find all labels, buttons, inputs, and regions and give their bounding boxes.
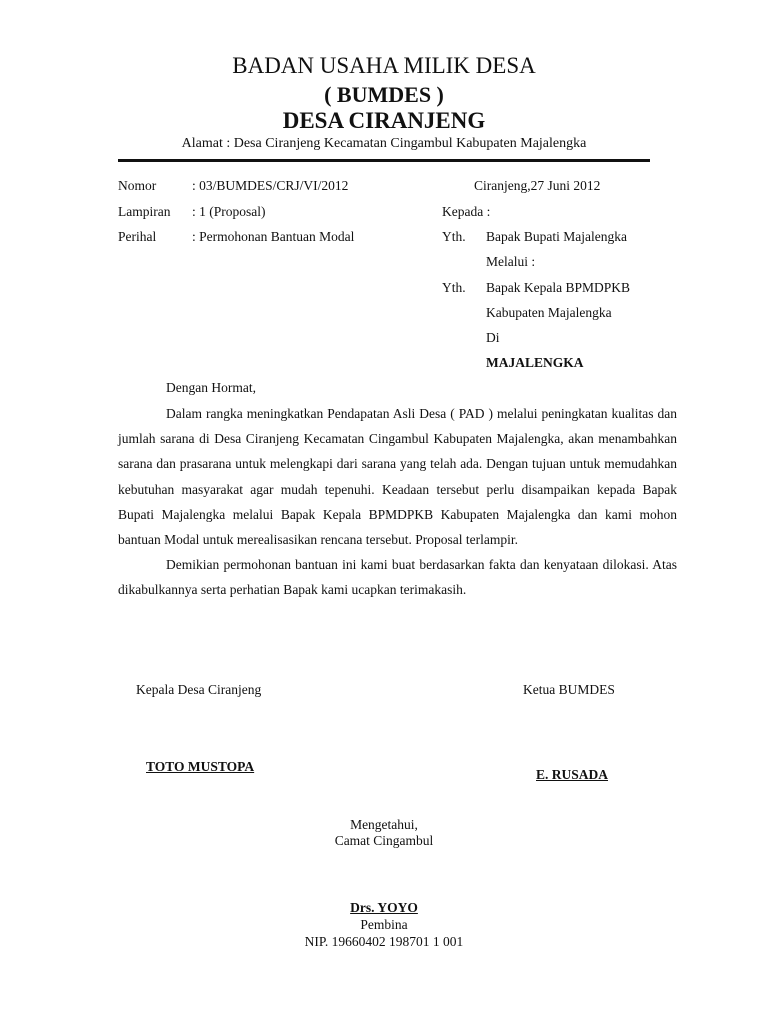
- via-label: Melalui :: [486, 254, 536, 269]
- yth-label-1: Yth.: [442, 229, 466, 244]
- di-label: Di: [486, 330, 500, 345]
- left-signer-name: TOTO MUSTOPA: [146, 759, 255, 774]
- paragraph-1: Dalam rangka meningkatkan Pendapatan Asli Desa ( PAD ) melalui peningkatan kualitas dan jumlah sarana di Desa Ciranjeng Kecamatan Cingambul Kabupaten Majalengka, akan menambahkan sarana dan prasarana untuk melengkapi dari sarana yang telah ada. Dengan tujuan untuk memudahkan kebutuhan masyarakat agar mudah tepenuhi. Keadaan tersebut perlu disampaikan kepada Bapak Bupati Majalengka melalui Bapak Kepala BPMDPKB Kabupaten Majalengka dan kami mohon bantuan Modal untuk merealisasikan rencana tersebut. Proposal terlampir.: [118, 406, 677, 548]
- recipient-1: Bapak Bupati Majalengka: [486, 229, 627, 244]
- lampiran-label: Lampiran: [118, 204, 171, 219]
- left-signer-title: Kepala Desa Ciranjeng: [136, 682, 262, 697]
- recipient-city: MAJALENGKA: [486, 355, 584, 370]
- yth-label-2: Yth.: [442, 280, 466, 295]
- perihal-value: : Permohonan Bantuan Modal: [192, 229, 355, 244]
- nomor-label: Nomor: [118, 178, 157, 193]
- acknowledger-role: Pembina: [360, 917, 408, 932]
- letter-date: Ciranjeng,27 Juni 2012: [474, 178, 601, 193]
- acknowledger-name: Drs. YOYO: [350, 900, 418, 915]
- acknowledger-title: Camat Cingambul: [334, 833, 434, 848]
- village-title: DESA CIRANJENG: [282, 108, 486, 133]
- right-signer-title: Ketua BUMDES: [523, 682, 615, 697]
- org-abbreviation: ( BUMDES ): [324, 82, 444, 107]
- address-line: Alamat : Desa Ciranjeng Kecamatan Cingambul Kabupaten Majalengka: [181, 136, 587, 151]
- perihal-label: Perihal: [118, 229, 157, 244]
- header-divider: [118, 159, 650, 162]
- recipient-2: Bapak Kepala BPMDPKB: [486, 280, 630, 295]
- right-signer-name: E. RUSADA: [536, 767, 609, 782]
- acknowledgement-label: Mengetahui,: [350, 817, 418, 832]
- org-title: BADAN USAHA MILIK DESA: [232, 53, 536, 78]
- greeting: Dengan Hormat,: [166, 380, 256, 395]
- lampiran-value: : 1 (Proposal): [192, 204, 266, 219]
- recipient-2-region: Kabupaten Majalengka: [486, 305, 612, 320]
- kepada-label: Kepada :: [442, 204, 491, 219]
- paragraph-2: Demikian permohonan bantuan ini kami buat berdasarkan fakta dan kenyataan dilokasi. Atas dikabulkannya serta perhatian Bapak kami ucapkan terimakasih.: [118, 557, 677, 598]
- acknowledger-nip: NIP. 19660402 198701 1 001: [304, 934, 464, 949]
- nomor-value: : 03/BUMDES/CRJ/VI/2012: [192, 178, 349, 193]
- body-text: [118, 401, 677, 603]
